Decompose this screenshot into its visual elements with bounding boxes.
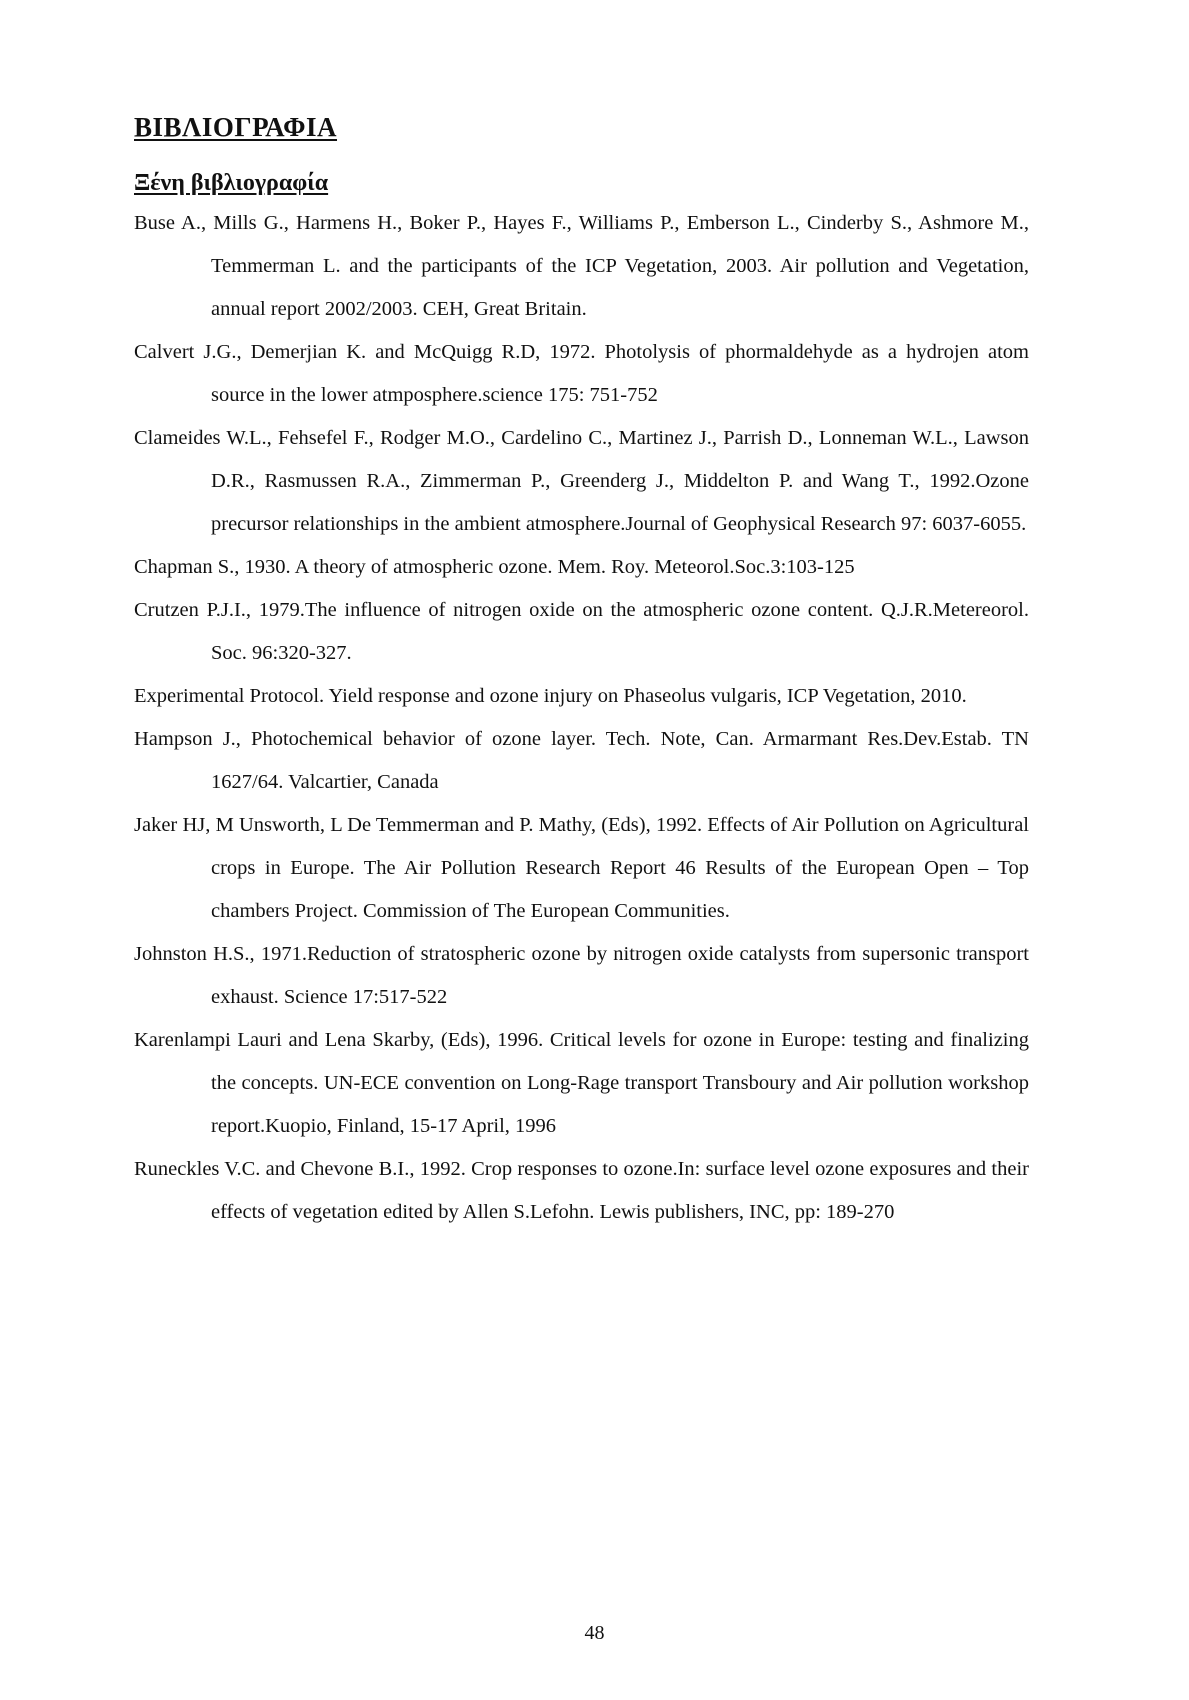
section-heading: Ξένη βιβλιογραφία [134, 170, 329, 196]
reference-item: Runeckles V.C. and Chevone B.I., 1992. Crop responses to ozone.In: surface level ozone exposures and their effects of vegetation edited by Allen S.Lefohn. Lewis publishers, INC, pp: 189-270 [134, 1158, 1029, 1223]
reference-item: Crutzen P.J.I., 1979.The influence of nitrogen oxide on the atmospheric ozone content. Q.J.R.Metereorol. Soc. 96:320-327. [134, 599, 1029, 664]
reference-item: Hampson J., Photochemical behavior of ozone layer. Tech. Note, Can. Armarmant Res.Dev.Estab. TN 1627/64. Valcartier, Canada [134, 728, 1029, 793]
reference-item: Chapman S., 1930. A theory of atmospheric ozone. Mem. Roy. Meteorol.Soc.3:103-125 [134, 556, 855, 578]
reference-item: Experimental Protocol. Yield response and ozone injury on Phaseolus vulgaris, ICP Vegetation, 2010. [134, 685, 967, 707]
reference-item: Clameides W.L., Fehsefel F., Rodger M.O., Cardelino C., Martinez J., Parrish D., Lonneman W.L., Lawson D.R., Rasmussen R.A., Zimmerman P., Greenderg J., Middelton P. and Wang T., 1992.Ozone precursor relationships in the ambient atmosphere.Journal of Geophysical Research 97: 6037-6055. [134, 427, 1029, 535]
page-heading: ΒΙΒΛΙΟΓΡΑΦΙΑ [134, 112, 338, 142]
reference-item: Johnston H.S., 1971.Reduction of stratospheric ozone by nitrogen oxide catalysts from supersonic transport exhaust. Science 17:517-522 [134, 943, 1029, 1008]
reference-item: Jaker HJ, M Unsworth, L De Temmerman and P. Mathy, (Eds), 1992. Effects of Air Pollution on Agricultural crops in Europe. The Air Pollution Research Report 46 Results of the European Open – Top chambers Project. Commission of The European Communities. [134, 814, 1029, 922]
page-number: 48 [584, 1622, 605, 1644]
reference-list [134, 202, 1029, 1234]
reference-item: Karenlampi Lauri and Lena Skarby, (Eds), 1996. Critical levels for ozone in Europe: testing and finalizing the concepts. UN-ECE convention on Long-Rage transport Transboury and Air pollution workshop report.Kuopio, Finland, 15-17 April, 1996 [134, 1029, 1029, 1137]
reference-item: Calvert J.G., Demerjian K. and McQuigg R.D, 1972. Photolysis of phormaldehyde as a hydrojen atom source in the lower atmposphere.science 175: 751-752 [134, 341, 1029, 406]
reference-item: Buse A., Mills G., Harmens H., Boker P., Hayes F., Williams P., Emberson L., Cinderby S., Ashmore M., Temmerman L. and the participants of the ICP Vegetation, 2003. Air pollution and Vegetation, annual report 2002/2003. CEH, Great Britain. [134, 212, 1029, 320]
